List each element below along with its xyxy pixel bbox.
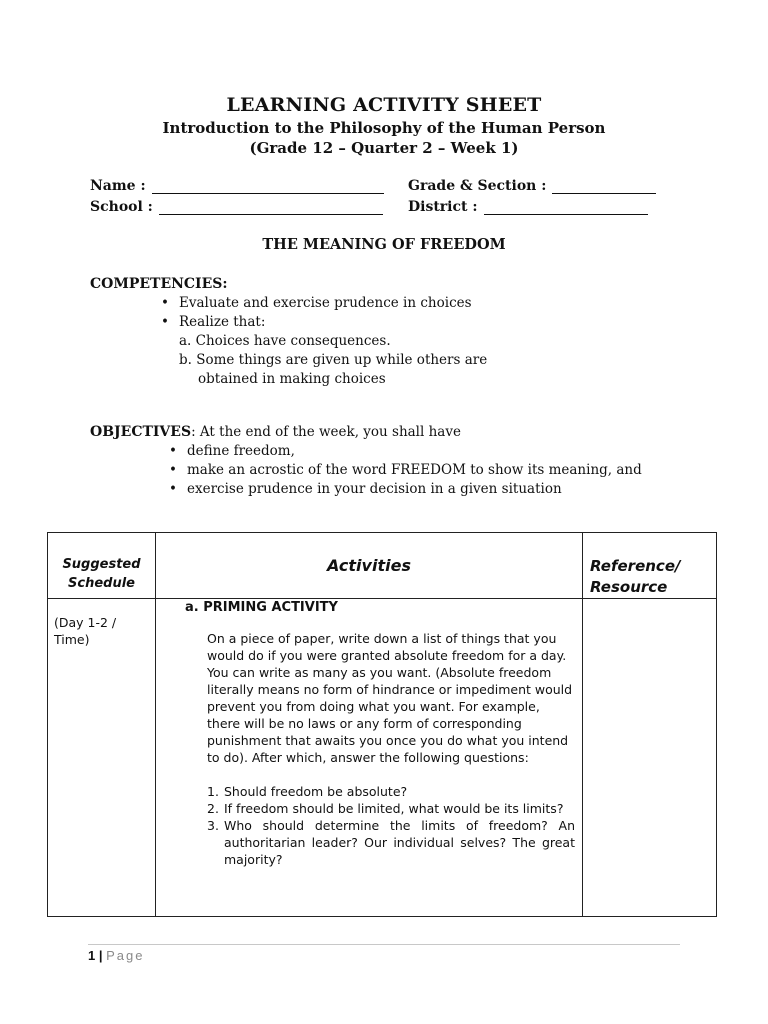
question-item [207, 817, 575, 868]
activity-questions [207, 783, 575, 868]
school-blank [159, 200, 383, 215]
name-field [90, 178, 384, 194]
name-label: Name : [90, 178, 146, 194]
schedule-text: Time) [54, 632, 90, 647]
activity-instructions: On a piece of paper, write down a list of things that you would do if you were granted absolute freedom for a day. You can write as many as you want. (Absolute freedom literally means no form of hindrance or impediment would prevent you from doing what you want. For example, there will be no laws or any form of corresponding punishment that awaits you once you do what you intend to do). After which, answer the following questions: [207, 631, 573, 765]
schedule-header-line: Suggested [62, 557, 141, 572]
question-item [207, 783, 575, 800]
table-row [48, 599, 717, 917]
footer-divider [88, 944, 680, 945]
question-text: Should freedom be absolute? [224, 784, 408, 799]
competencies-list [155, 294, 575, 389]
objective-item: • define freedom, [163, 442, 703, 461]
district-blank [484, 200, 648, 215]
page-number: 1 | [88, 948, 103, 963]
grade-quarter-week: (Grade 12 – Quarter 2 – Week 1) [249, 139, 519, 157]
competency-subitem: b. Some things are given up while others are [179, 352, 488, 368]
question-text: Who should determine the limits of freedom? An authoritarian leader? Our individual selves? The great majority? [224, 818, 575, 867]
school-field [90, 199, 383, 215]
schedule-text: (Day 1-2 / [54, 615, 117, 630]
competency-subitem: obtained in making choices [198, 371, 386, 387]
schedule-header [48, 533, 156, 599]
page-footer [88, 948, 144, 963]
name-blank [152, 179, 384, 194]
competency-item: • Realize that: [155, 313, 575, 332]
objectives-list [163, 442, 703, 499]
question-number: 3. [207, 818, 219, 833]
question-number: 1. [207, 784, 219, 799]
reference-header-line: Resource [590, 578, 668, 596]
objectives-heading: OBJECTIVES [90, 424, 192, 440]
school-label: School : [90, 199, 153, 215]
grade-section-blank [552, 179, 656, 194]
district-label: District : [408, 199, 478, 215]
page-label: Page [106, 948, 145, 963]
objective-item: • make an acrostic of the word FREEDOM to show its meaning, and [163, 461, 703, 480]
reference-header-line: Reference/ [590, 557, 681, 575]
sheet-title: LEARNING ACTIVITY SHEET [226, 94, 542, 116]
objectives-intro-line [90, 423, 690, 442]
question-text: If freedom should be limited, what would be its limits? [224, 801, 564, 816]
question-number: 2. [207, 801, 219, 816]
activities-header: Activities [156, 533, 583, 599]
objective-item: • exercise prudence in your decision in a given situation [163, 480, 703, 499]
grade-section-field [408, 178, 656, 194]
reference-header [583, 533, 717, 599]
schedule-header-line: Schedule [68, 576, 135, 591]
activity-cell [156, 599, 583, 917]
competency-item: • Evaluate and exercise prudence in choices [155, 294, 575, 313]
competencies-heading: COMPETENCIES: [90, 276, 228, 292]
question-item [207, 800, 575, 817]
activity-heading: a. PRIMING ACTIVITY [185, 600, 338, 615]
grade-section-label: Grade & Section : [408, 178, 547, 194]
schedule-cell [48, 599, 156, 917]
table-header-row [48, 533, 717, 599]
objectives-intro: : At the end of the week, you shall have [191, 424, 461, 440]
topic-heading: THE MEANING OF FREEDOM [262, 236, 506, 253]
reference-cell [583, 599, 717, 917]
competency-subitem: a. Choices have consequences. [179, 333, 391, 349]
subject-title: Introduction to the Philosophy of the Human Person [162, 119, 606, 137]
activity-table [47, 532, 717, 917]
district-field [408, 199, 648, 215]
